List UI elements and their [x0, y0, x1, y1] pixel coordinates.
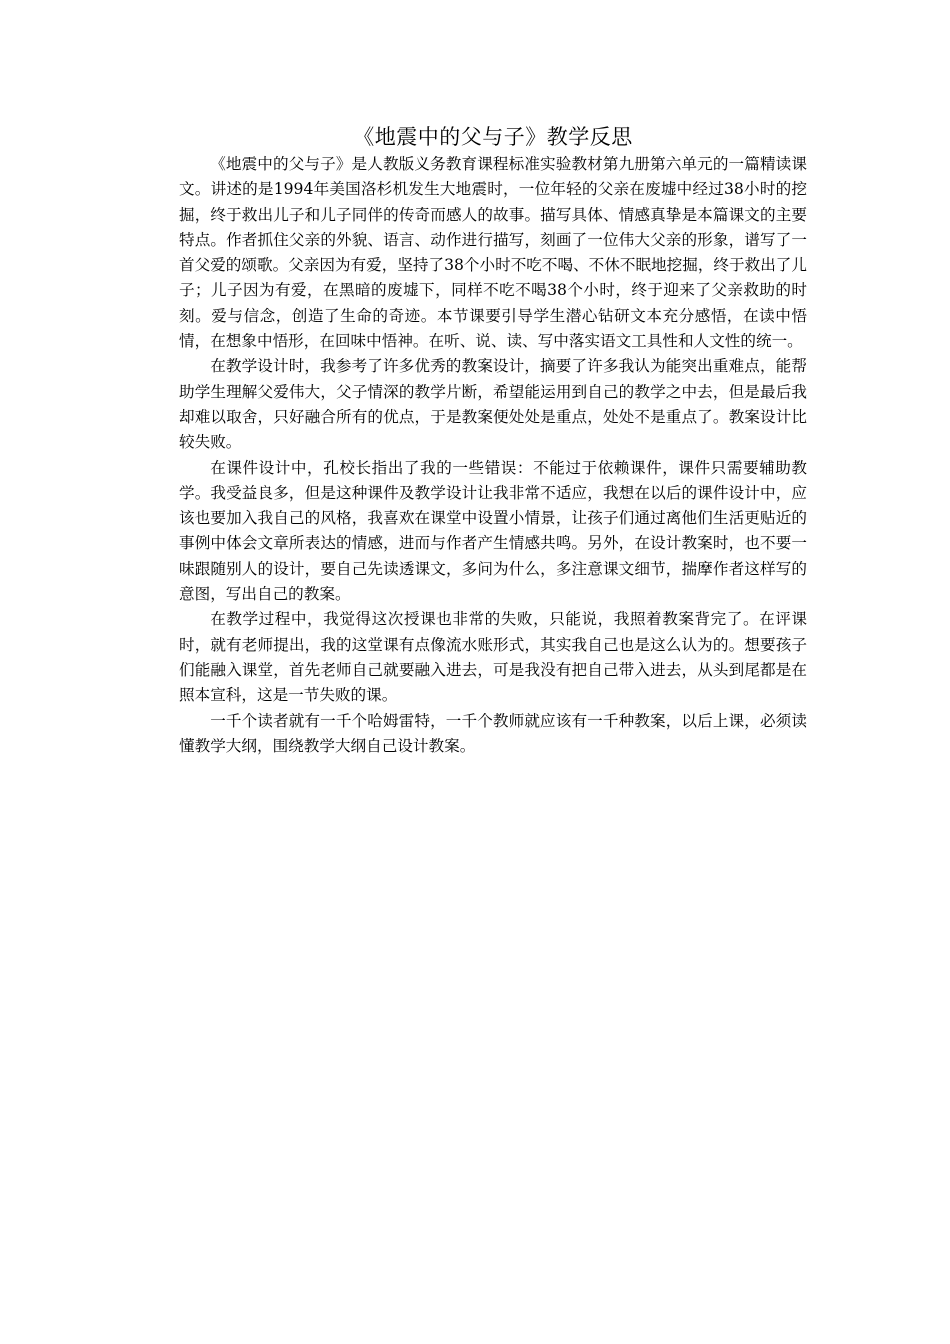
paragraph-intro: 《地震中的父与子》是人教版义务教育课程标准实验教材第九册第六单元的一篇精读课文。讲述的是1994年美国洛杉机发生大地震时，一位年轻的父亲在废墟中经过38小时的挖掘，终于救出儿子和儿子同伴的传奇而感人的故事。描写具体、情感真挚是本篇课文的主要特点。作者抓住父亲的外貌、语言、动作进行描写，刻画了一位伟大父亲的形象，谱写了一首父爱的颂歌。父亲因为有爱，坚持了38个小时不吃不喝、不休不眠地挖掘，终于救出了儿子；儿子因为有爱，在黑暗的废墟下，同样不吃不喝38个小时，终于迎来了父亲救助的时刻。爱与信念，创造了生命的奇迹。本节课要引导学生潜心钻研文本充分感悟，在读中悟情，在想象中悟形，在回味中悟神。在听、说、读、写中落实语文工具性和人文性的统一。 — [179, 155, 807, 351]
paragraph-teaching-process: 在教学过程中，我觉得这次授课也非常的失败，只能说，我照着教案背完了。在评课时，就有老师提出，我的这堂课有点像流水账形式，其实我自己也是这么认为的。想要孩子们能融入课堂，首先老师自己就要融入进去，可是我没有把自己带入进去，从头到尾都是在照本宣科，这是一节失败的课。 — [179, 610, 807, 705]
paragraph-teaching-design: 在教学设计时，我参考了许多优秀的教案设计，摘要了许多我认为能突出重难点，能帮助学生理解父爱伟大，父子情深的教学片断，希望能运用到自己的教学之中去，但是最后我却难以取舍，只好融合所有的优点，于是教案便处处是重点，处处不是重点了。教案设计比较失败。 — [179, 357, 807, 452]
paragraph-conclusion: 一千个读者就有一千个哈姆雷特，一千个教师就应该有一千种教案，以后上课，必须读懂教学大纲，围绕教学大纲自己设计教案。 — [179, 711, 807, 755]
paragraph-courseware-design: 在课件设计中，孔校长指出了我的一些错误：不能过于依赖课件，课件只需要辅助教学。我受益良多，但是这种课件及教学设计让我非常不适应，我想在以后的课件设计中，应该也要加入我自己的风格，我喜欢在课堂中设置小情景，让孩子们通过离他们生活更贴近的事例中体会文章所表达的情感，进而与作者产生情感共鸣。另外，在设计教案时，也不要一味跟随别人的设计，要自己先读透课文，多问为什么，多注意课文细节，揣摩作者这样写的意图，写出自己的教案。 — [179, 458, 807, 604]
document-page — [179, 122, 807, 759]
document-title: 《地震中的父与子》教学反思 — [353, 125, 633, 149]
